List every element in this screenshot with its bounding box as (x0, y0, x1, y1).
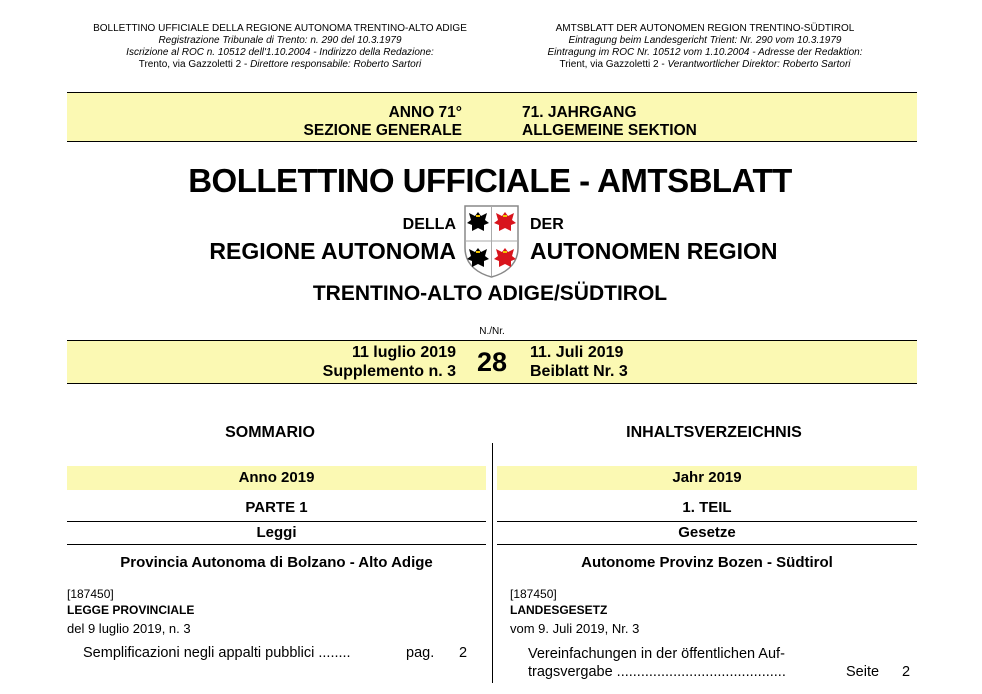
toc-de-part: 1. TEIL (682, 499, 732, 516)
toc-it-doc-type: LEGGE PROVINCIALE (67, 603, 195, 617)
toc-de-year: Jahr 2019 (497, 466, 917, 490)
toc-it-category: Leggi (256, 524, 297, 541)
header-italian (70, 23, 490, 71)
de-year-block (522, 104, 822, 140)
year-band-bottom-rule (67, 141, 917, 142)
toc-de-entry-title-2: tragsvergabe .......................................... (528, 664, 786, 680)
de-supplement: Beiblatt Nr. 3 (530, 363, 628, 380)
header-de-line4a: Trient, via Gazzoletti 2 - (559, 59, 668, 70)
toc-de-authority: Autonome Provinz Bozen - Südtirol (581, 554, 833, 571)
header-de-line3: Eintragung im ROC Nr. 10512 vom 1.10.2004 - Adresse der Redaktion: (547, 47, 863, 58)
toc-de-category: Gesetze (678, 524, 736, 541)
toc-it-year: Anno 2019 (67, 466, 486, 490)
it-year: ANNO 71° (388, 104, 462, 121)
toc-it-entry[interactable] (83, 645, 473, 661)
header-it-line4a: Trento, via Gazzoletti 2 - (138, 59, 251, 70)
it-issue-date: 11 luglio 2019 (351, 344, 456, 361)
de-year: 71. JAHRGANG (522, 104, 637, 121)
it-section: SEZIONE GENERALE (303, 122, 462, 139)
toc-it-page-label: pag. (406, 645, 435, 661)
column-divider (492, 443, 493, 683)
toc-de-page-label: Seite (846, 664, 880, 680)
toc-it-page: 2 (459, 645, 468, 661)
header-de-line4b: Verantwortlicher Direktor: Roberto Sartori (667, 59, 851, 70)
toc-it-entry-title: Semplificazioni negli appalti pubblici ........ (83, 645, 351, 661)
toc-it-category-rule (67, 544, 486, 545)
toc-it-heading: SOMMARIO (225, 424, 315, 441)
toc-de-heading: INHALTSVERZEICHNIS (626, 424, 802, 441)
it-region: REGIONE AUTONOMA (209, 238, 456, 264)
region-name: TRENTINO-ALTO ADIGE/SÜDTIROL (312, 282, 668, 305)
header-german (495, 23, 915, 71)
toc-de-page: 2 (902, 664, 911, 680)
issue-number: 28 (476, 347, 508, 377)
issue-band-bottom-rule (67, 383, 917, 384)
toc-de-ref: [187450] (510, 587, 557, 601)
toc-it-authority: Provincia Autonoma di Bolzano - Alto Adige (120, 554, 433, 571)
it-year-block (200, 104, 462, 140)
de-issue-block (530, 343, 786, 381)
toc-de-category-rule (497, 544, 917, 545)
de-region: AUTONOMEN REGION (530, 238, 778, 264)
header-it-line3: Iscrizione al ROC n. 10512 dell'1.10.2004 - Indirizzo della Redazione: (126, 47, 434, 58)
header-it-line4b: Direttore responsabile: Roberto Sartori (250, 59, 422, 70)
toc-it-part-rule (67, 521, 486, 522)
toc-de-doc-date: vom 9. Juli 2019, Nr. 3 (510, 621, 640, 636)
toc-de-part-rule (497, 521, 917, 522)
toc-de-entry[interactable] (528, 645, 913, 681)
toc-it-ref: [187450] (67, 587, 114, 601)
it-issue-block (200, 343, 456, 381)
toc-de-doc-type: LANDESGESETZ (510, 603, 608, 617)
header-de-line1: AMTSBLATT DER AUTONOMEN REGION TRENTINO-SÜDTIROL (555, 23, 855, 34)
della-label: DELLA (402, 216, 456, 233)
masthead-title: BOLLETTINO UFFICIALE - AMTSBLATT (188, 162, 792, 199)
header-it-line1: BOLLETTINO UFFICIALE DELLA REGIONE AUTONOMA TRENTINO-ALTO ADIGE (93, 23, 467, 34)
issue-number-label: N./Nr. (479, 326, 505, 337)
der-label: DER (530, 216, 564, 233)
coat-of-arms-icon (463, 204, 520, 278)
de-issue-date: 11. Juli 2019 (530, 344, 624, 361)
header-it-line2: Registrazione Tribunale di Trento: n. 290 del 10.3.1979 (158, 35, 402, 46)
de-section: ALLGEMEINE SEKTION (522, 122, 697, 139)
it-supplement: Supplemento n. 3 (322, 363, 456, 380)
header-de-line2: Eintragung beim Landesgericht Trient: Nr. 290 vom 10.3.1979 (568, 35, 842, 46)
toc-it-part: PARTE 1 (245, 499, 308, 516)
toc-de-entry-title-1: Vereinfachungen in der öffentlichen Auf- (528, 646, 785, 662)
toc-it-doc-date: del 9 luglio 2019, n. 3 (67, 621, 191, 636)
